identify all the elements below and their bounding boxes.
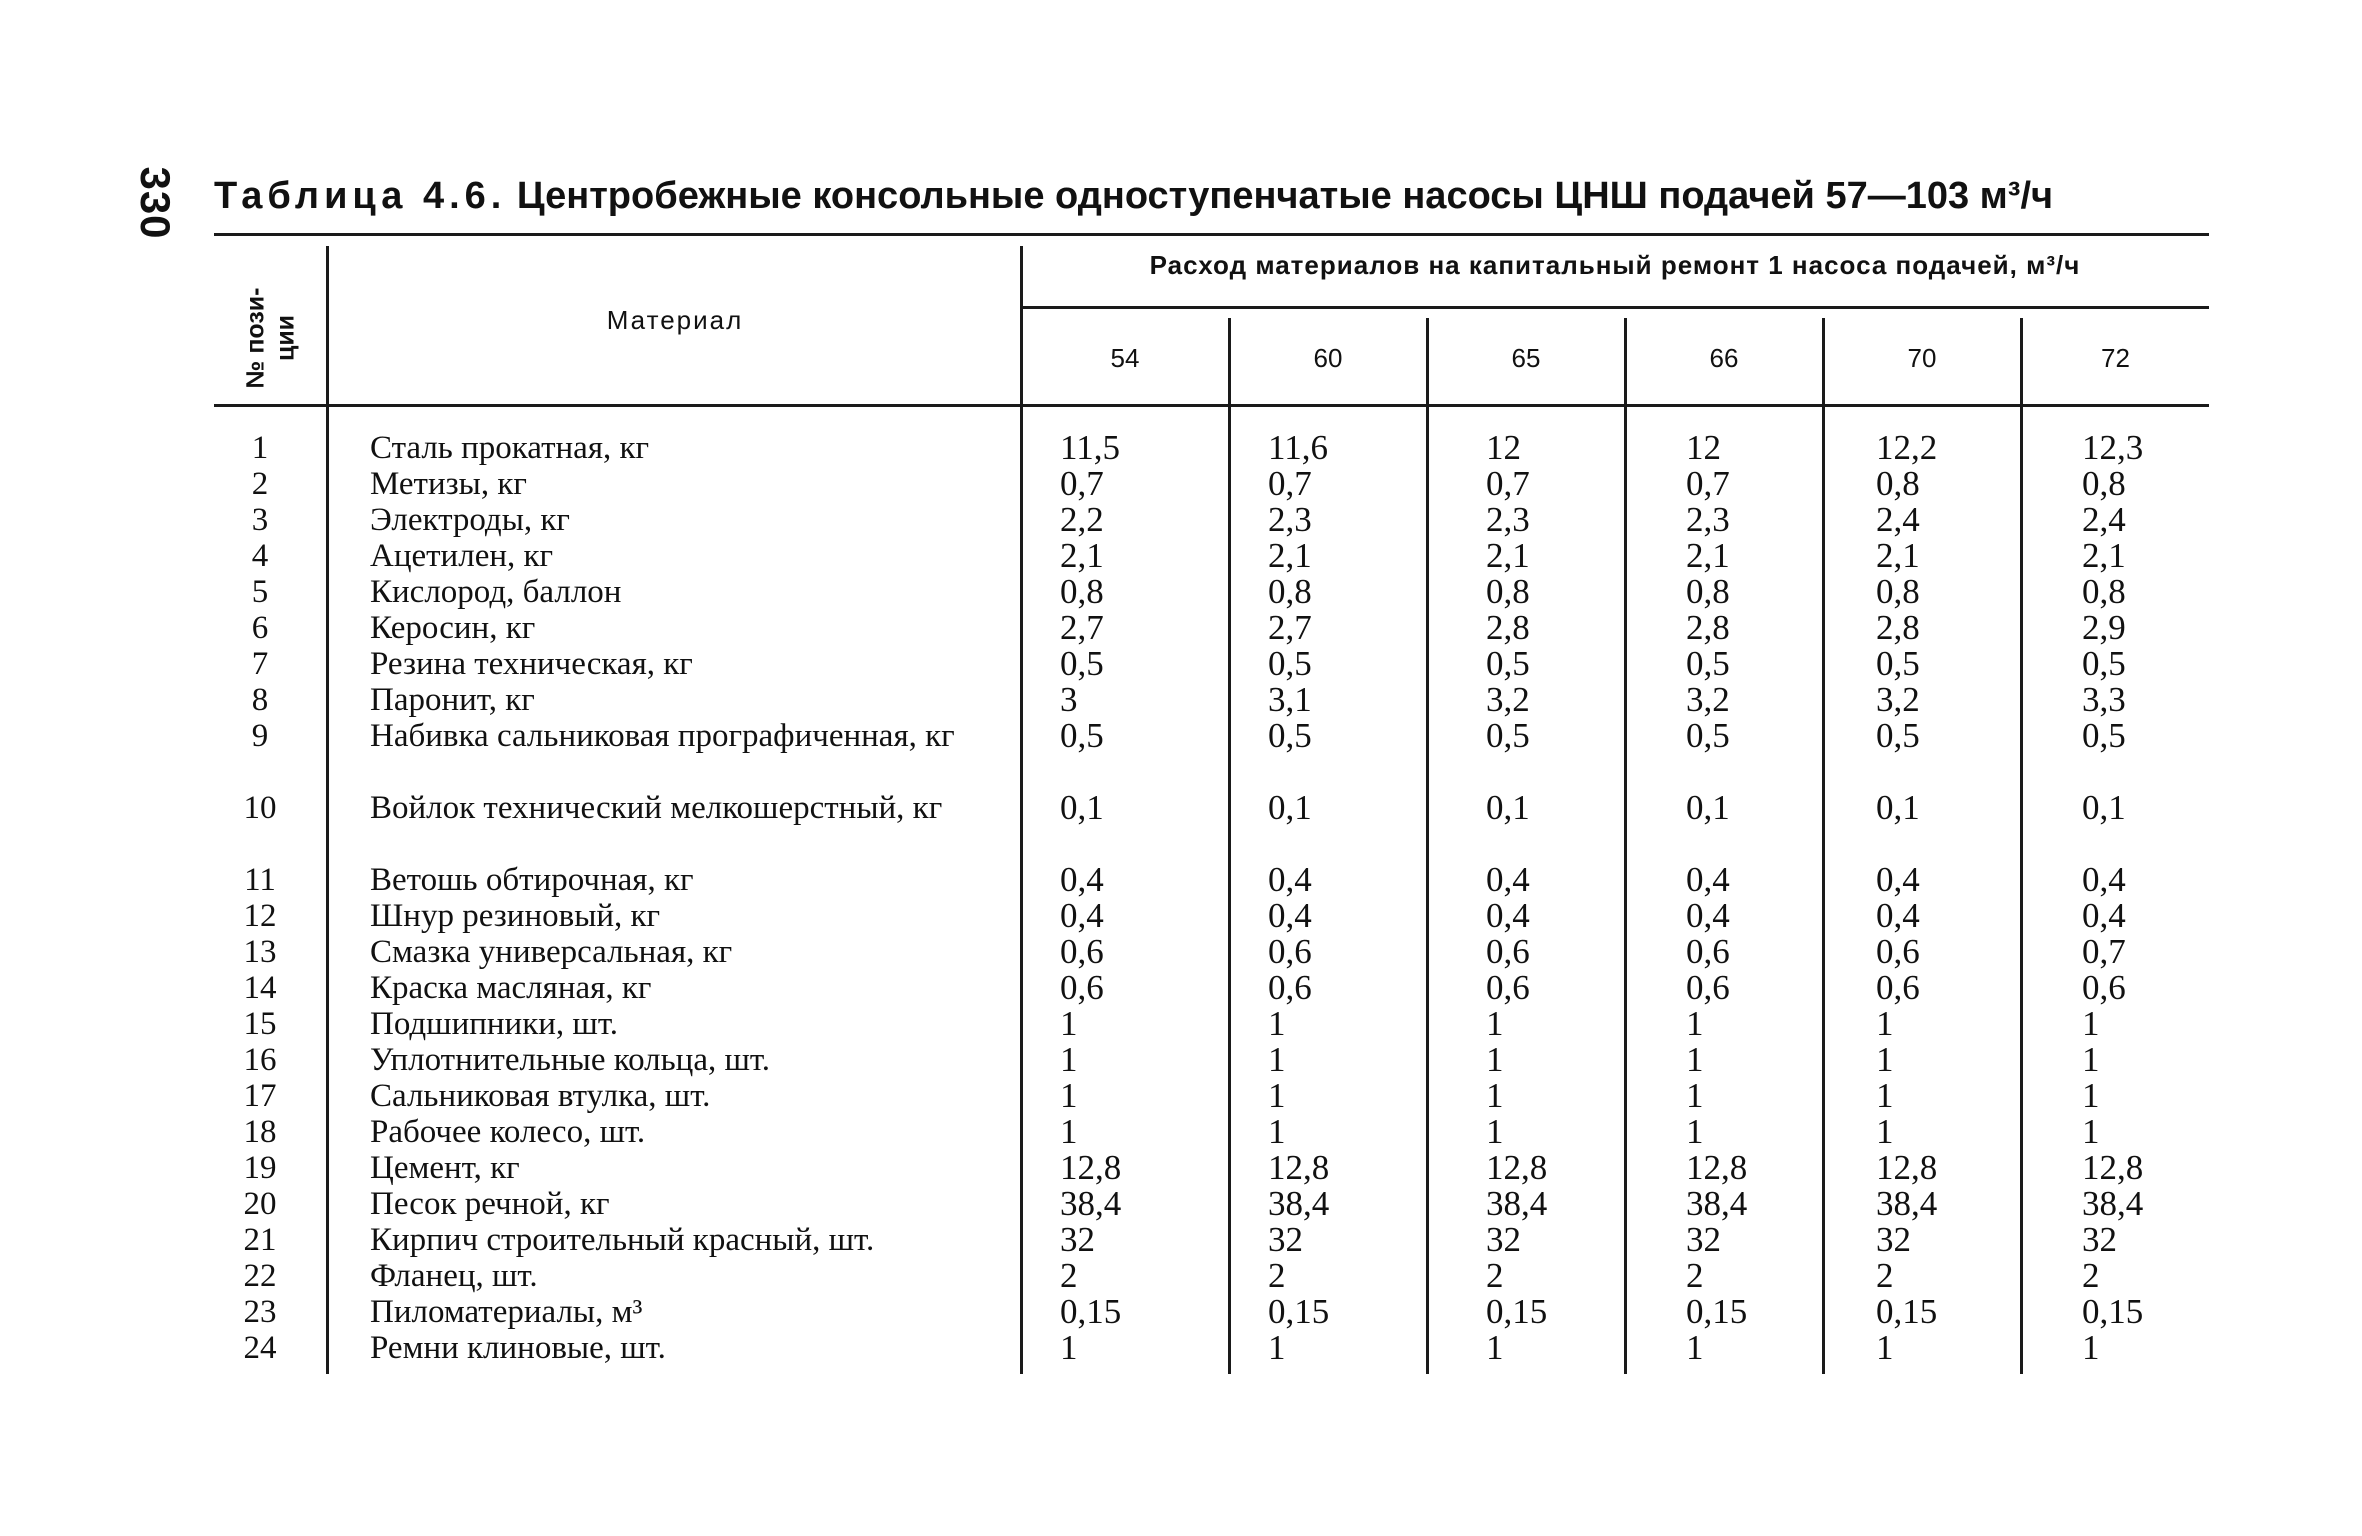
row-16-value-54: 1 (1060, 1040, 1078, 1079)
row-9-value-54: 0,5 (1060, 716, 1104, 755)
row-13-value-60: 0,6 (1268, 932, 1312, 971)
row-11-value-60: 0,4 (1268, 860, 1312, 899)
row-14-value-60: 0,6 (1268, 968, 1312, 1007)
row-11-value-66: 0,4 (1686, 860, 1730, 899)
row-5-value-60: 0,8 (1268, 572, 1312, 611)
row-13-value-66: 0,6 (1686, 932, 1730, 971)
row-10-value-72: 0,1 (2082, 788, 2126, 827)
row-8-value-72: 3,3 (2082, 680, 2126, 719)
row-19-value-72: 12,8 (2082, 1148, 2144, 1187)
row-material-8: Паронит, кг (370, 682, 535, 718)
row-13-value-70: 0,6 (1876, 932, 1920, 971)
vline-col-5 (2020, 318, 2023, 1374)
row-material-17: Сальниковая втулка, шт. (370, 1078, 711, 1114)
row-21-value-54: 32 (1060, 1220, 1095, 1259)
row-14-value-66: 0,6 (1686, 968, 1730, 1007)
row-material-1: Сталь прокатная, кг (370, 430, 650, 466)
row-17-value-70: 1 (1876, 1076, 1894, 1115)
row-2-value-60: 0,7 (1268, 464, 1312, 503)
row-6-value-54: 2,7 (1060, 608, 1104, 647)
row-number-16: 16 (243, 1042, 277, 1078)
row-17-value-66: 1 (1686, 1076, 1704, 1115)
row-material-2: Метизы, кг (370, 466, 527, 502)
row-21-value-66: 32 (1686, 1220, 1721, 1259)
row-20-value-65: 38,4 (1486, 1184, 1548, 1223)
row-number-11: 11 (244, 862, 276, 898)
row-24-value-66: 1 (1686, 1328, 1704, 1367)
row-19-value-54: 12,8 (1060, 1148, 1122, 1187)
header-position-label: № пози- ции (240, 287, 299, 389)
row-23-value-60: 0,15 (1268, 1292, 1330, 1331)
row-material-9: Набивка сальниковая прографиченная, кг (370, 718, 955, 754)
row-material-7: Резина техническая, кг (370, 646, 693, 682)
row-7-value-72: 0,5 (2082, 644, 2126, 683)
row-21-value-72: 32 (2082, 1220, 2117, 1259)
row-22-value-66: 2 (1686, 1256, 1704, 1295)
table-caption (214, 166, 2053, 226)
vline-col-3 (1624, 318, 1627, 1374)
row-number-12: 12 (243, 898, 277, 934)
row-2-value-70: 0,8 (1876, 464, 1920, 503)
row-number-19: 19 (243, 1150, 277, 1186)
row-4-value-70: 2,1 (1876, 536, 1920, 575)
caption-text: Центробежные консольные одноступенчатые насосы ЦНШ подачей 57—103 м³/ч (516, 175, 2054, 217)
flow-header-54: 54 (1110, 343, 1140, 373)
row-4-value-65: 2,1 (1486, 536, 1530, 575)
row-number-24: 24 (243, 1330, 277, 1366)
row-9-value-72: 0,5 (2082, 716, 2126, 755)
row-5-value-65: 0,8 (1486, 572, 1530, 611)
vline-col-1 (1228, 318, 1231, 1374)
row-12-value-54: 0,4 (1060, 896, 1104, 935)
row-material-13: Смазка универсальная, кг (370, 934, 733, 970)
row-material-5: Кислород, баллон (370, 574, 622, 610)
row-4-value-60: 2,1 (1268, 536, 1312, 575)
row-8-value-60: 3,1 (1268, 680, 1312, 719)
header-bottom-rule (214, 404, 2209, 407)
row-1-value-72: 12,3 (2082, 428, 2144, 467)
header-material: Материал (606, 305, 744, 335)
row-14-value-54: 0,6 (1060, 968, 1104, 1007)
row-10-value-66: 0,1 (1686, 788, 1730, 827)
row-9-value-70: 0,5 (1876, 716, 1920, 755)
row-material-10: Войлок технический мелкошерстный, кг (370, 790, 943, 826)
row-18-value-66: 1 (1686, 1112, 1704, 1151)
row-7-value-65: 0,5 (1486, 644, 1530, 683)
row-5-value-66: 0,8 (1686, 572, 1730, 611)
row-3-value-65: 2,3 (1486, 500, 1530, 539)
row-8-value-54: 3 (1060, 680, 1078, 719)
row-number-15: 15 (243, 1006, 277, 1042)
row-12-value-65: 0,4 (1486, 896, 1530, 935)
row-15-value-72: 1 (2082, 1004, 2100, 1043)
row-material-3: Электроды, кг (370, 502, 570, 538)
row-number-3: 3 (251, 502, 269, 538)
flow-header-60: 60 (1313, 343, 1343, 373)
row-5-value-54: 0,8 (1060, 572, 1104, 611)
row-3-value-54: 2,2 (1060, 500, 1104, 539)
row-12-value-72: 0,4 (2082, 896, 2126, 935)
row-material-15: Подшипники, шт. (370, 1006, 619, 1042)
top-rule (214, 233, 2209, 236)
row-18-value-60: 1 (1268, 1112, 1286, 1151)
row-15-value-60: 1 (1268, 1004, 1286, 1043)
flow-header-70: 70 (1907, 343, 1937, 373)
row-3-value-70: 2,4 (1876, 500, 1920, 539)
row-10-value-70: 0,1 (1876, 788, 1920, 827)
row-23-value-66: 0,15 (1686, 1292, 1748, 1331)
row-15-value-70: 1 (1876, 1004, 1894, 1043)
row-number-6: 6 (251, 610, 269, 646)
row-number-10: 10 (243, 790, 277, 826)
row-22-value-70: 2 (1876, 1256, 1894, 1295)
row-10-value-54: 0,1 (1060, 788, 1104, 827)
row-number-18: 18 (243, 1114, 277, 1150)
row-1-value-54: 11,5 (1060, 428, 1120, 467)
row-6-value-72: 2,9 (2082, 608, 2126, 647)
row-22-value-60: 2 (1268, 1256, 1286, 1295)
row-8-value-70: 3,2 (1876, 680, 1920, 719)
row-3-value-72: 2,4 (2082, 500, 2126, 539)
row-17-value-60: 1 (1268, 1076, 1286, 1115)
row-material-11: Ветошь обтирочная, кг (370, 862, 694, 898)
row-1-value-60: 11,6 (1268, 428, 1328, 467)
row-number-14: 14 (243, 970, 277, 1006)
row-17-value-54: 1 (1060, 1076, 1078, 1115)
row-number-5: 5 (251, 574, 269, 610)
row-18-value-72: 1 (2082, 1112, 2100, 1151)
row-11-value-72: 0,4 (2082, 860, 2126, 899)
row-6-value-60: 2,7 (1268, 608, 1312, 647)
row-21-value-60: 32 (1268, 1220, 1303, 1259)
row-16-value-66: 1 (1686, 1040, 1704, 1079)
row-9-value-60: 0,5 (1268, 716, 1312, 755)
row-5-value-72: 0,8 (2082, 572, 2126, 611)
row-material-21: Кирпич строительный красный, шт. (370, 1222, 875, 1258)
vline-col-4 (1822, 318, 1825, 1374)
row-22-value-65: 2 (1486, 1256, 1504, 1295)
row-11-value-65: 0,4 (1486, 860, 1530, 899)
header-consumption: Расход материалов на капитальный ремонт 1 насоса подачей, м³/ч (1149, 250, 2081, 280)
row-20-value-66: 38,4 (1686, 1184, 1748, 1223)
row-3-value-60: 2,3 (1268, 500, 1312, 539)
vline-position (326, 246, 329, 1374)
vline-material (1020, 246, 1023, 1374)
row-6-value-65: 2,8 (1486, 608, 1530, 647)
row-19-value-65: 12,8 (1486, 1148, 1548, 1187)
row-23-value-72: 0,15 (2082, 1292, 2144, 1331)
row-12-value-66: 0,4 (1686, 896, 1730, 935)
row-12-value-60: 0,4 (1268, 896, 1312, 935)
row-24-value-70: 1 (1876, 1328, 1894, 1367)
row-9-value-65: 0,5 (1486, 716, 1530, 755)
row-material-18: Рабочее колесо, шт. (370, 1114, 646, 1150)
row-3-value-66: 2,3 (1686, 500, 1730, 539)
row-22-value-54: 2 (1060, 1256, 1078, 1295)
row-16-value-72: 1 (2082, 1040, 2100, 1079)
row-2-value-54: 0,7 (1060, 464, 1104, 503)
row-material-24: Ремни клиновые, шт. (370, 1330, 666, 1366)
row-number-22: 22 (243, 1258, 277, 1294)
row-17-value-72: 1 (2082, 1076, 2100, 1115)
row-2-value-72: 0,8 (2082, 464, 2126, 503)
row-6-value-66: 2,8 (1686, 608, 1730, 647)
row-material-22: Фланец, шт. (370, 1258, 538, 1294)
row-6-value-70: 2,8 (1876, 608, 1920, 647)
row-16-value-65: 1 (1486, 1040, 1504, 1079)
row-number-23: 23 (243, 1294, 277, 1330)
row-24-value-60: 1 (1268, 1328, 1286, 1367)
row-20-value-54: 38,4 (1060, 1184, 1122, 1223)
row-material-20: Песок речной, кг (370, 1186, 610, 1222)
row-9-value-66: 0,5 (1686, 716, 1730, 755)
row-21-value-70: 32 (1876, 1220, 1911, 1259)
row-7-value-54: 0,5 (1060, 644, 1104, 683)
row-material-12: Шнур резиновый, кг (370, 898, 661, 934)
row-16-value-70: 1 (1876, 1040, 1894, 1079)
row-7-value-66: 0,5 (1686, 644, 1730, 683)
row-4-value-54: 2,1 (1060, 536, 1104, 575)
row-13-value-72: 0,7 (2082, 932, 2126, 971)
row-number-7: 7 (251, 646, 269, 682)
flow-header-66: 66 (1709, 343, 1739, 373)
row-18-value-70: 1 (1876, 1112, 1894, 1151)
row-4-value-72: 2,1 (2082, 536, 2126, 575)
row-18-value-54: 1 (1060, 1112, 1078, 1151)
page-number: 330 (132, 166, 179, 240)
row-material-6: Керосин, кг (370, 610, 536, 646)
row-1-value-70: 12,2 (1876, 428, 1938, 467)
row-23-value-65: 0,15 (1486, 1292, 1548, 1331)
row-20-value-72: 38,4 (2082, 1184, 2144, 1223)
flow-header-72: 72 (2101, 343, 2130, 373)
row-20-value-70: 38,4 (1876, 1184, 1938, 1223)
row-number-4: 4 (251, 538, 269, 574)
row-number-8: 8 (251, 682, 269, 718)
row-number-20: 20 (243, 1186, 277, 1222)
row-24-value-54: 1 (1060, 1328, 1078, 1367)
row-15-value-54: 1 (1060, 1004, 1078, 1043)
row-material-19: Цемент, кг (370, 1150, 520, 1186)
row-1-value-66: 12 (1686, 428, 1721, 467)
row-20-value-60: 38,4 (1268, 1184, 1330, 1223)
row-22-value-72: 2 (2082, 1256, 2100, 1295)
row-12-value-70: 0,4 (1876, 896, 1920, 935)
row-material-4: Ацетилен, кг (370, 538, 554, 574)
row-2-value-66: 0,7 (1686, 464, 1730, 503)
row-15-value-66: 1 (1686, 1004, 1704, 1043)
row-1-value-65: 12 (1486, 428, 1521, 467)
row-number-2: 2 (251, 466, 269, 502)
row-18-value-65: 1 (1486, 1112, 1504, 1151)
row-11-value-54: 0,4 (1060, 860, 1104, 899)
row-number-9: 9 (251, 718, 269, 754)
row-19-value-66: 12,8 (1686, 1148, 1748, 1187)
header-position-column (210, 278, 330, 398)
row-14-value-72: 0,6 (2082, 968, 2126, 1007)
row-23-value-70: 0,15 (1876, 1292, 1938, 1331)
row-17-value-65: 1 (1486, 1076, 1504, 1115)
row-5-value-70: 0,8 (1876, 572, 1920, 611)
row-number-1: 1 (251, 430, 269, 466)
row-14-value-70: 0,6 (1876, 968, 1920, 1007)
row-number-13: 13 (243, 934, 277, 970)
row-24-value-72: 1 (2082, 1328, 2100, 1367)
row-10-value-60: 0,1 (1268, 788, 1312, 827)
row-19-value-70: 12,8 (1876, 1148, 1938, 1187)
row-number-21: 21 (243, 1222, 277, 1258)
row-number-17: 17 (243, 1078, 277, 1114)
row-4-value-66: 2,1 (1686, 536, 1730, 575)
row-21-value-65: 32 (1486, 1220, 1521, 1259)
row-19-value-60: 12,8 (1268, 1148, 1330, 1187)
row-material-23: Пиломатериалы, м³ (370, 1294, 643, 1330)
flow-header-65: 65 (1511, 343, 1541, 373)
row-material-14: Краска масляная, кг (370, 970, 652, 1006)
row-15-value-65: 1 (1486, 1004, 1504, 1043)
caption-label: Таблица 4.6. (214, 175, 507, 217)
row-material-16: Уплотнительные кольца, шт. (370, 1042, 771, 1078)
row-2-value-65: 0,7 (1486, 464, 1530, 503)
row-8-value-66: 3,2 (1686, 680, 1730, 719)
row-10-value-65: 0,1 (1486, 788, 1530, 827)
row-13-value-65: 0,6 (1486, 932, 1530, 971)
row-13-value-54: 0,6 (1060, 932, 1104, 971)
header-divider-rule (1022, 306, 2209, 309)
row-7-value-60: 0,5 (1268, 644, 1312, 683)
row-14-value-65: 0,6 (1486, 968, 1530, 1007)
row-23-value-54: 0,15 (1060, 1292, 1122, 1331)
row-24-value-65: 1 (1486, 1328, 1504, 1367)
row-11-value-70: 0,4 (1876, 860, 1920, 899)
row-8-value-65: 3,2 (1486, 680, 1530, 719)
vline-col-2 (1426, 318, 1429, 1374)
row-16-value-60: 1 (1268, 1040, 1286, 1079)
row-7-value-70: 0,5 (1876, 644, 1920, 683)
